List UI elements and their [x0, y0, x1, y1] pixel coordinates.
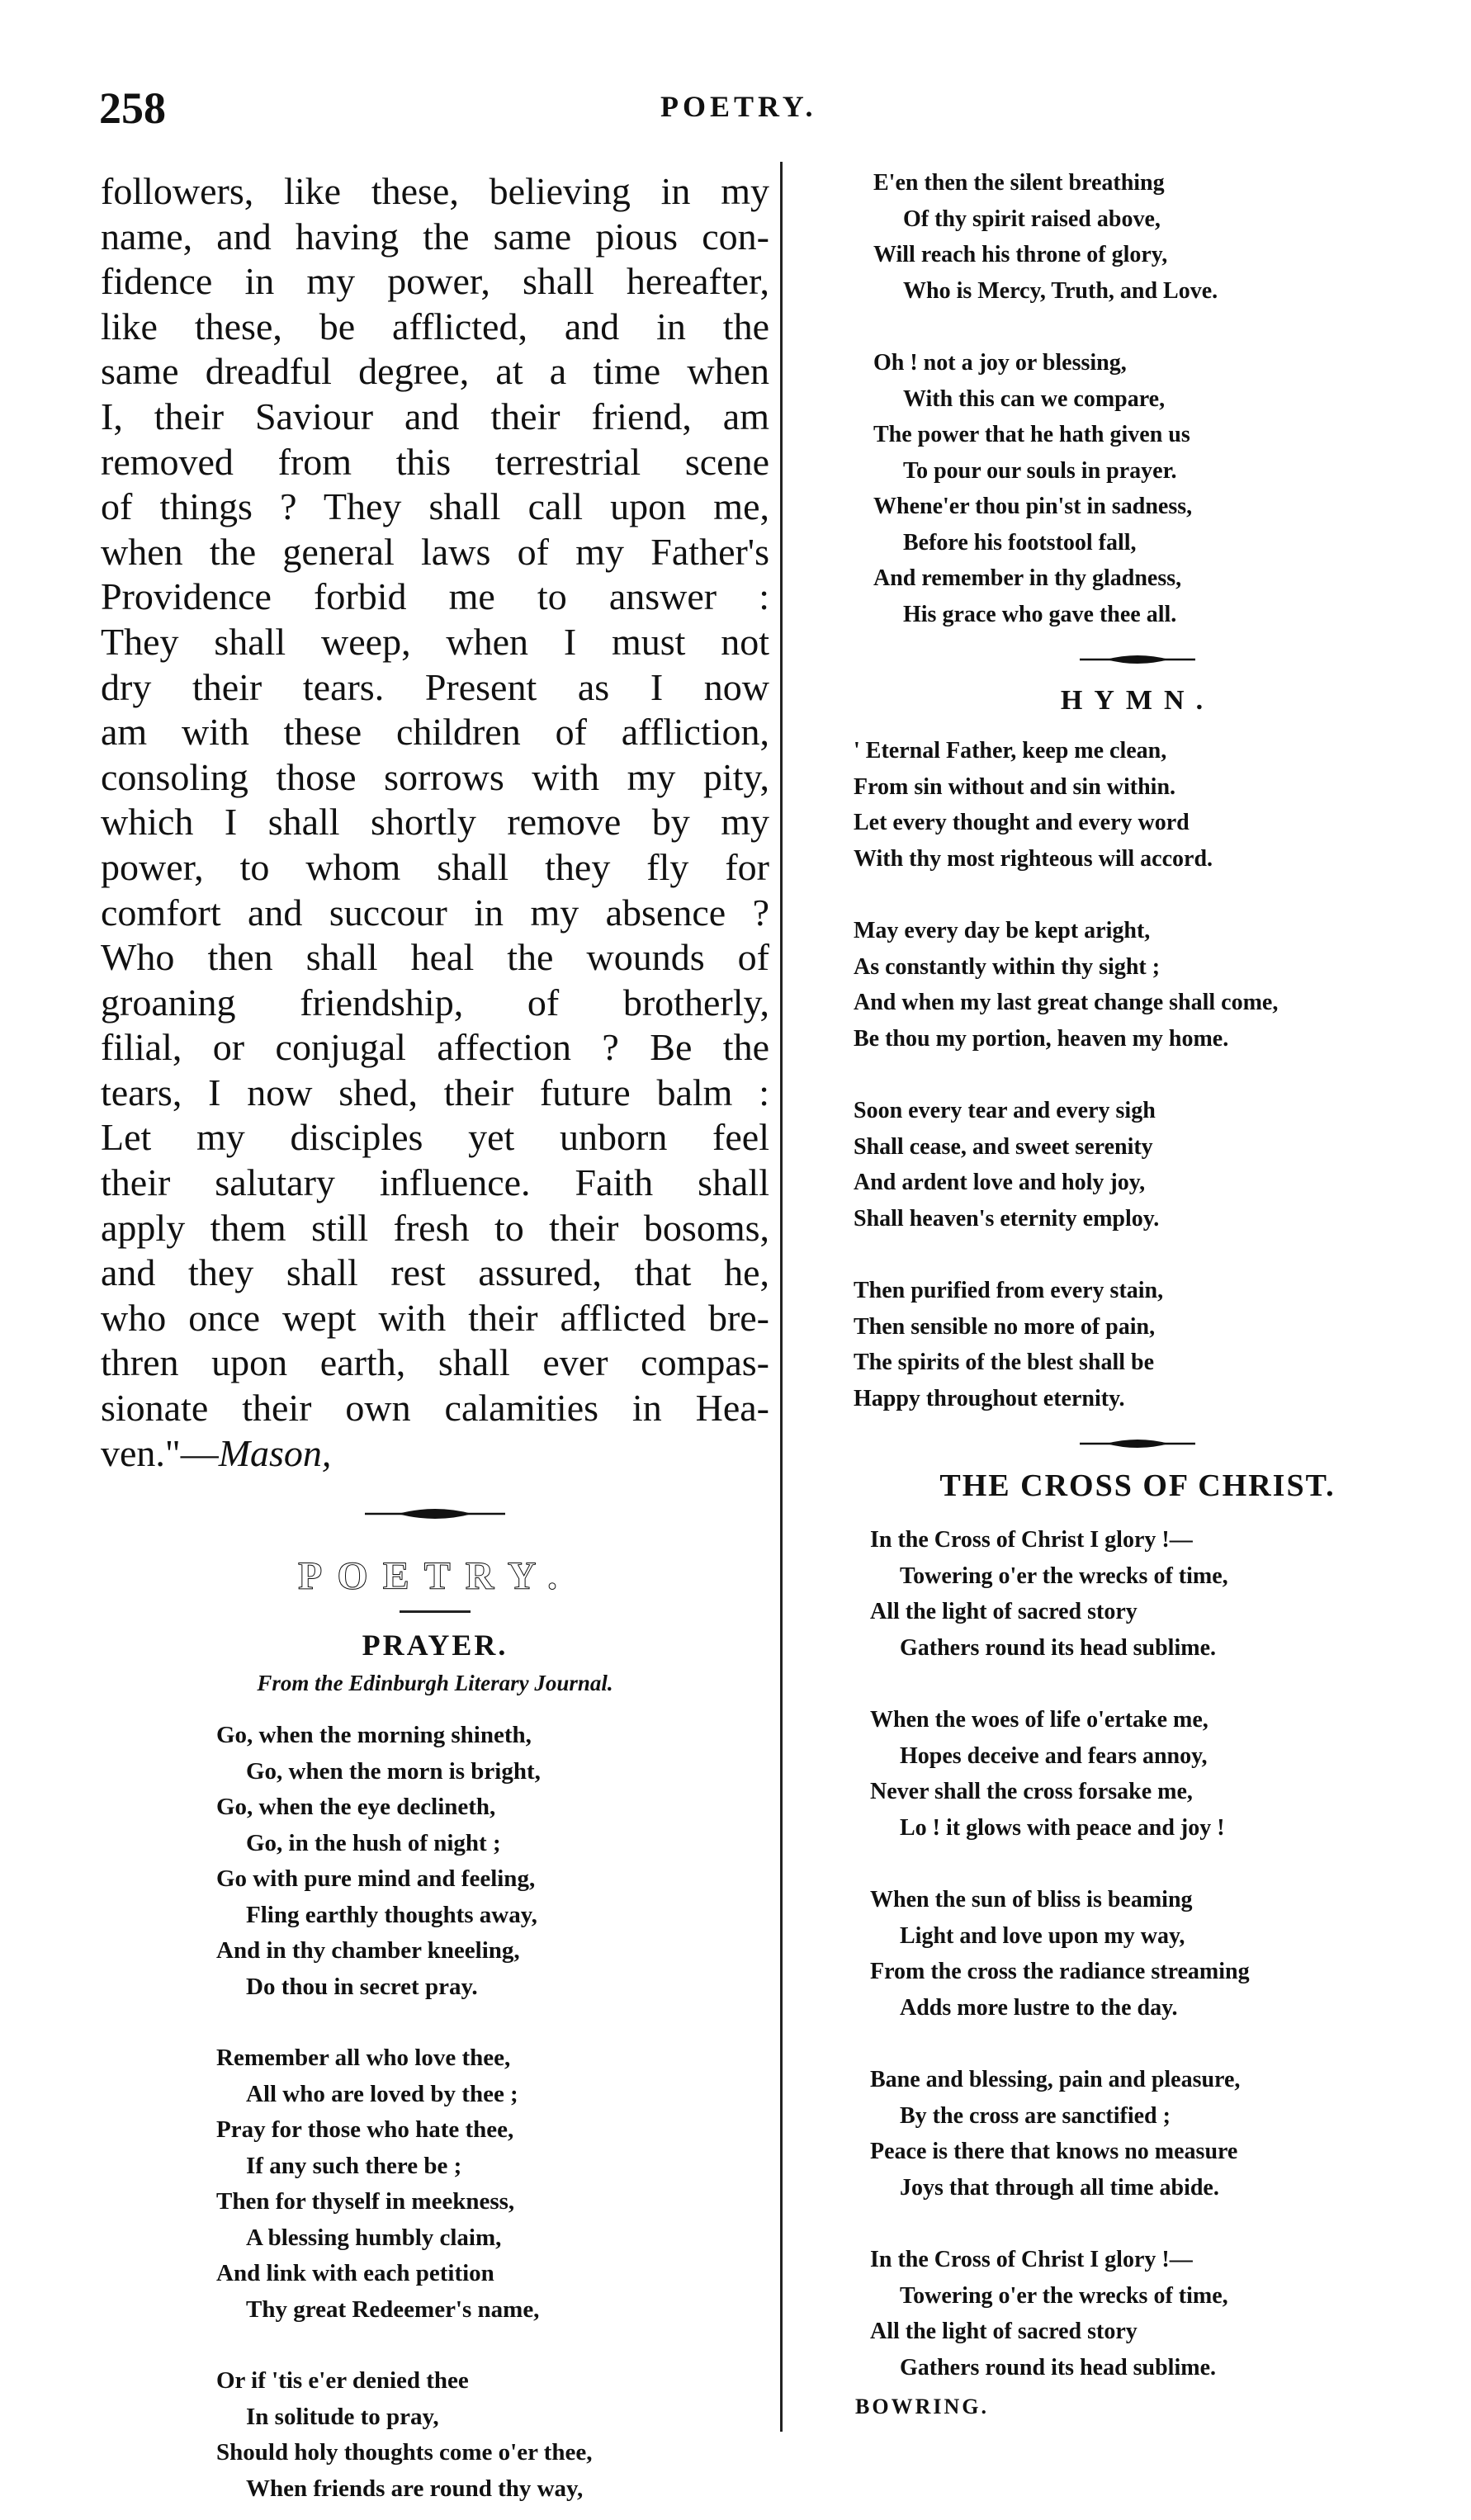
verse-line: Thy great Redeemer's name,	[246, 2295, 540, 2323]
verse-line: Before his footstool fall,	[903, 529, 1137, 556]
prose-line: who once wept with their afflicted bre-	[101, 1296, 769, 1339]
verse-line: E'en then the silent breathing	[873, 170, 1165, 196]
verse-line: And link with each petition	[216, 2260, 494, 2287]
verse-line: As constantly within thy sight ;	[854, 953, 1161, 980]
verse-line: Adds more lustre to the day.	[900, 1994, 1178, 2021]
verse-line: Go, when the eye declineth,	[216, 1794, 496, 1821]
stanza	[873, 165, 1435, 309]
poetry-section-heading: POETRY.	[298, 1554, 572, 1599]
prose-line: dry their tears. Present as I now	[101, 665, 769, 708]
poem-title-hymn: HYMN.	[1060, 685, 1215, 716]
page-number: 258	[99, 83, 166, 133]
verse-line: Remember all who love thee,	[216, 2045, 511, 2072]
prose-line: when the general laws of my Father's	[101, 530, 769, 573]
verse-line: Shall heaven's eternity employ.	[854, 1205, 1160, 1232]
short-rule	[400, 1610, 471, 1613]
verse-line: Hopes deceive and fears annoy,	[900, 1742, 1208, 1769]
prose-line: of things ? They shall call upon me,	[101, 485, 769, 528]
prose-line: removed from this terrestrial scene	[101, 440, 769, 483]
stanza	[216, 1718, 769, 2005]
prose-line: thren upon earth, shall ever compas-	[101, 1341, 769, 1384]
verse-line: Go, when the morning shineth,	[216, 1722, 532, 1749]
verse-line: May every day be kept aright,	[854, 918, 1151, 943]
stanza	[870, 2242, 1435, 2385]
verse-line: Towering o'er the wrecks of time,	[900, 1563, 1228, 1589]
verse-line: ' Eternal Father, keep me clean,	[854, 738, 1167, 764]
stanza	[870, 1882, 1435, 2026]
stanza	[870, 2062, 1435, 2206]
ornament-divider	[1080, 1436, 1195, 1451]
verse-line: All who are loved by thee ;	[246, 2080, 518, 2107]
verse-line: Never shall the cross forsake me,	[870, 1779, 1193, 1804]
verse-line: Pray for those who hate thee,	[216, 2116, 514, 2144]
verse-line: When the sun of bliss is beaming	[870, 1887, 1193, 1912]
prose-line: groaning friendship, of brotherly,	[101, 981, 769, 1024]
poem-title-cross-of-christ: THE CROSS OF CHRIST.	[939, 1468, 1336, 1503]
verse-line: And in thy chamber kneeling,	[216, 1937, 520, 1964]
prose-line: comfort and succour in my absence ?	[101, 891, 769, 934]
stanza	[216, 2040, 769, 2328]
verse-line: Or if 'tis e'er denied thee	[216, 2367, 469, 2395]
verse-line: Do thou in secret pray.	[246, 1973, 478, 2000]
prose-passage	[101, 169, 769, 1476]
prose-line: Let my disciples yet unborn feel	[101, 1116, 769, 1159]
ornament-divider	[365, 1506, 505, 1522]
verse-line: Towering o'er the wrecks of time,	[900, 2282, 1228, 2309]
verse-line: Light and love upon my way,	[900, 1922, 1185, 1949]
prose-line: followers, like these, believing in my	[101, 170, 769, 212]
stanza	[216, 2363, 769, 2507]
prayer-poem	[216, 1718, 769, 2507]
prose-line: like these, be afflicted, and in the	[101, 305, 769, 348]
prose-line: which I shall shortly remove by my	[101, 801, 769, 844]
prose-line: Providence forbid me to answer :	[101, 575, 769, 618]
verse-line: All the light of sacred story	[870, 1599, 1138, 1624]
stanza	[870, 1522, 1435, 1666]
verse-line: Shall cease, and sweet serenity	[854, 1133, 1153, 1160]
verse-line: Then sensible no more of pain,	[854, 1313, 1156, 1340]
stanza	[854, 733, 1435, 877]
verse-line: Go with pure mind and feeling,	[216, 1865, 536, 1893]
prose-line: am with these children of affliction,	[101, 711, 769, 754]
verse-line: And remember in thy gladness,	[873, 565, 1182, 591]
verse-line: And when my last great change shall come,	[854, 990, 1279, 1015]
prose-line: apply them still fresh to their bosoms,	[101, 1206, 769, 1249]
verse-line: Of thy spirit raised above,	[903, 206, 1161, 232]
column-divider	[780, 162, 783, 2432]
poem-author: BOWRING.	[855, 2395, 989, 2418]
verse-line: All the light of sacred story	[870, 2319, 1138, 2344]
prose-attribution: Mason,	[218, 1431, 332, 1474]
prose-line: They shall weep, when I must not	[101, 620, 769, 663]
prose-final-line	[101, 1431, 769, 1477]
verse-line: Then purified from every stain,	[854, 1278, 1164, 1303]
verse-line: Gathers round its head sublime.	[900, 1634, 1216, 1661]
verse-line: By the cross are sanctified ;	[900, 2102, 1171, 2129]
verse-line: The spirits of the blest shall be	[854, 1350, 1155, 1375]
poem-title-prayer: PRAYER.	[362, 1629, 508, 1662]
verse-line: Oh ! not a joy or blessing,	[873, 350, 1127, 376]
prose-line: tears, I now shed, their future balm :	[101, 1071, 769, 1113]
poem-source: From the Edinburgh Literary Journal.	[257, 1671, 613, 1696]
stanza	[854, 1273, 1435, 1416]
verse-line: Will reach his throne of glory,	[873, 242, 1168, 267]
verse-line: From sin without and sin within.	[854, 773, 1176, 800]
verse-line: Happy throughout eternity.	[854, 1385, 1125, 1411]
verse-line: In solitude to pray,	[246, 2403, 439, 2430]
stanza	[854, 913, 1435, 1057]
verse-line: Who is Mercy, Truth, and Love.	[903, 277, 1218, 304]
ornament-divider	[1080, 652, 1195, 667]
prose-line: filial, or conjugal affection ? Be the	[101, 1026, 769, 1069]
prose-line: I, their Saviour and their friend, am	[101, 395, 769, 437]
prose-final-text: ven."—	[101, 1431, 219, 1474]
verse-line: Joys that through all time abide.	[900, 2174, 1219, 2201]
verse-line: With thy most righteous will accord.	[854, 845, 1213, 872]
verse-line: Soon every tear and every sigh	[854, 1098, 1156, 1123]
prose-line: and they shall rest assured, that he,	[101, 1251, 769, 1294]
verse-line: If any such there be ;	[246, 2152, 462, 2179]
hymn-poem	[854, 733, 1435, 1416]
stanza	[873, 345, 1435, 632]
verse-line: When friends are round thy way,	[246, 2475, 584, 2502]
verse-line: In the Cross of Christ I glory !—	[870, 1527, 1193, 1553]
prose-line: sionate their own calamities in Hea-	[101, 1387, 769, 1430]
prose-line: name, and having the same pious con-	[101, 215, 769, 258]
verse-line: In the Cross of Christ I glory !—	[870, 2247, 1193, 2272]
verse-line: Whene'er thou pin'st in sadness,	[873, 494, 1193, 519]
prose-line: fidence in my power, shall hereafter,	[101, 260, 769, 303]
verse-line: Gathers round its head sublime.	[900, 2354, 1216, 2381]
running-head: POETRY.	[660, 90, 817, 123]
verse-line: Bane and blessing, pain and pleasure,	[870, 2067, 1241, 2092]
left-column	[101, 169, 769, 2507]
prose-line: their salutary influence. Faith shall	[101, 1161, 769, 1204]
verse-line: Lo ! it glows with peace and joy !	[900, 1814, 1225, 1841]
stanza	[854, 1093, 1435, 1236]
verse-line: Let every thought and every word	[854, 810, 1190, 835]
cross-of-christ-poem	[855, 1522, 1435, 2425]
verse-line: Fling earthly thoughts away,	[246, 1901, 537, 1928]
verse-line: Then for thyself in meekness,	[216, 2188, 515, 2215]
prose-line: same dreadful degree, at a time when	[101, 350, 769, 393]
verse-line: When the woes of life o'ertake me,	[870, 1707, 1208, 1733]
verse-line: And ardent love and holy joy,	[854, 1170, 1146, 1195]
verse-line: His grace who gave thee all.	[903, 601, 1177, 627]
stanza	[870, 1702, 1435, 1846]
verse-line: Be thou my portion, heaven my home.	[854, 1025, 1229, 1052]
prose-line: power, to whom shall they fly for	[101, 845, 769, 888]
verse-line: Should holy thoughts come o'er thee,	[216, 2439, 593, 2466]
right-column	[840, 165, 1435, 2425]
prose-line: consoling those sorrows with my pity,	[101, 755, 769, 798]
prose-line: Who then shall heal the wounds of	[101, 936, 769, 979]
verse-line: From the cross the radiance streaming	[870, 1959, 1250, 1984]
verse-line: To pour our souls in prayer.	[903, 457, 1177, 484]
verse-line: With this can we compare,	[903, 385, 1166, 412]
verse-line: A blessing humbly claim,	[246, 2224, 502, 2251]
verse-line: Peace is there that knows no measure	[870, 2139, 1238, 2164]
verse-line: The power that he hath given us	[873, 422, 1190, 447]
verse-line: Go, when the morn is bright,	[246, 1757, 541, 1785]
verse-line: Go, in the hush of night ;	[246, 1829, 501, 1856]
prayer-poem-continued	[873, 165, 1435, 632]
